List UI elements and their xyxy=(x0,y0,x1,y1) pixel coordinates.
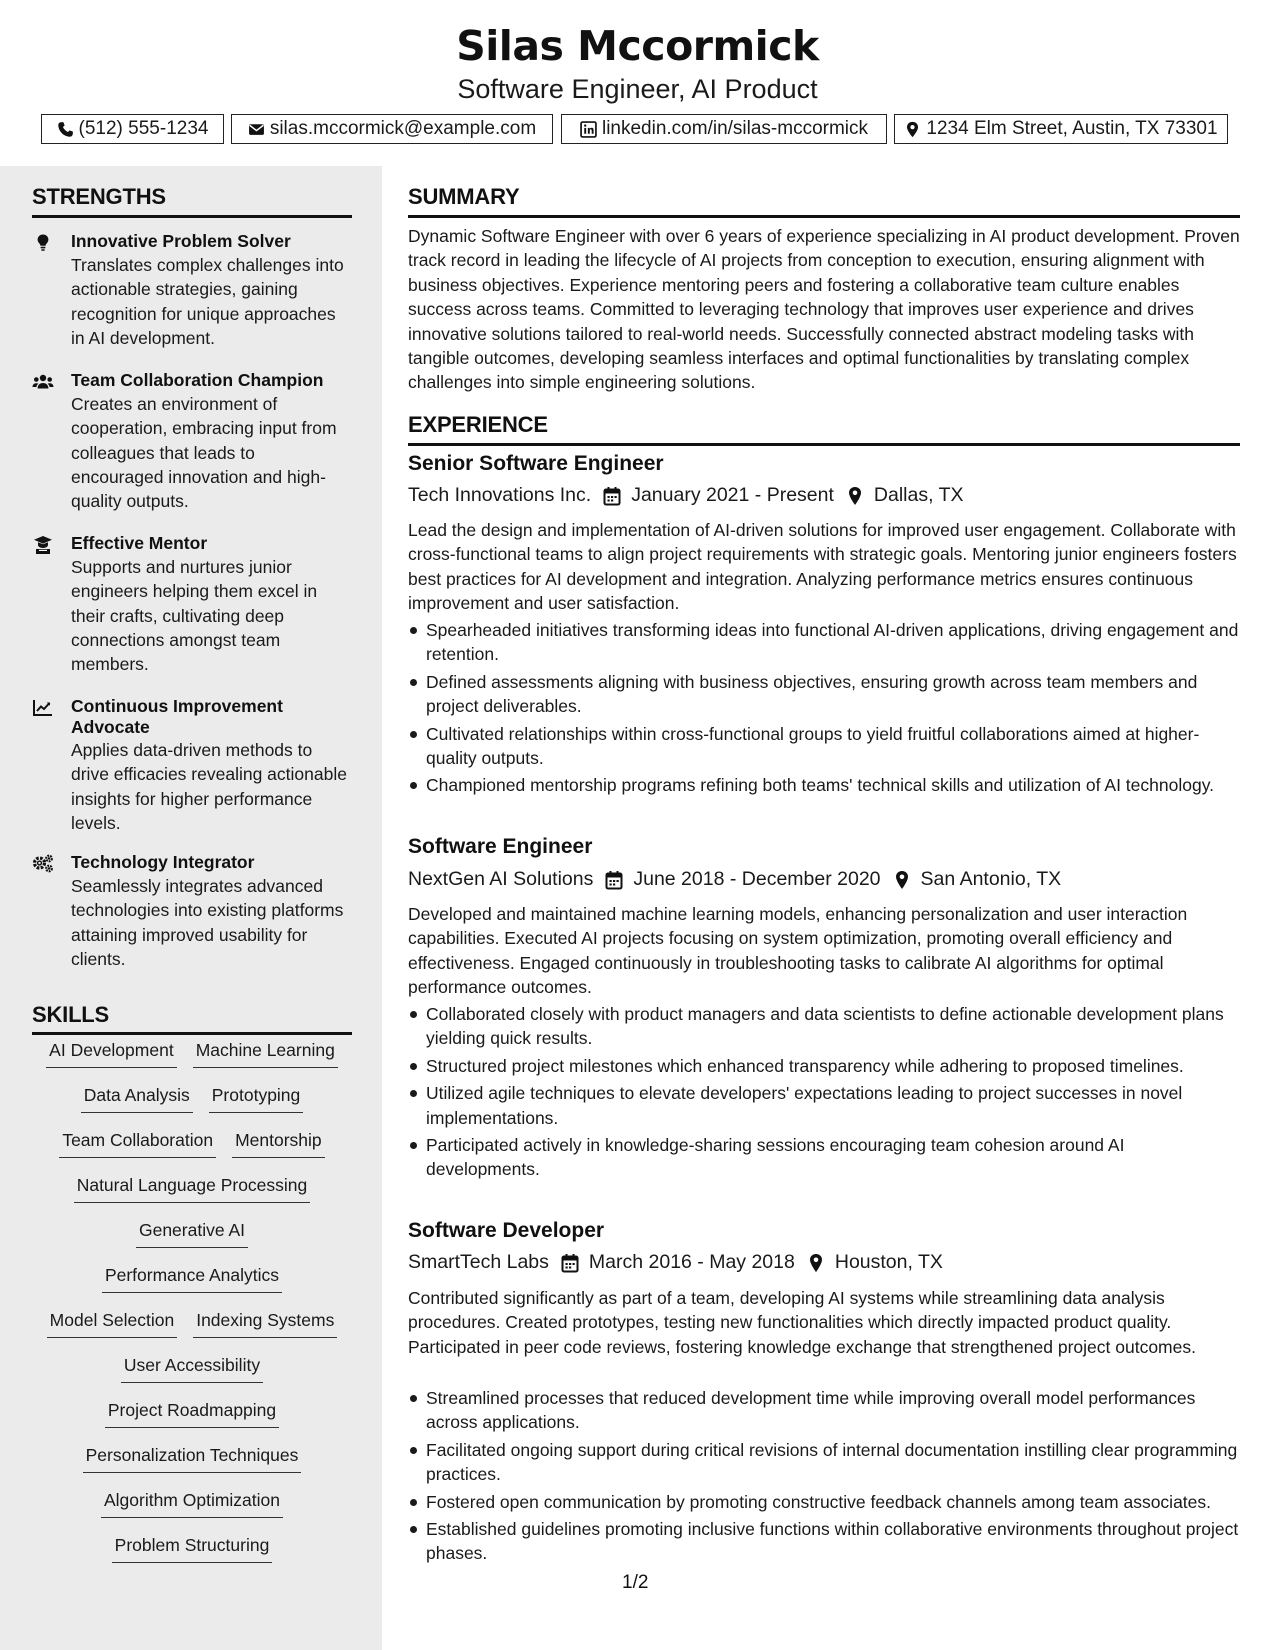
envelope-icon xyxy=(248,121,265,138)
job-title: Software Developer xyxy=(408,1219,605,1242)
list-item: Spearheaded initiatives transforming ideas into functional AI-driven applications, driving engagement and retention. xyxy=(408,618,1240,667)
list-item: Facilitated ongoing support during critical revisions of internal documentation instilling clear programming practices. xyxy=(408,1438,1240,1487)
summary-divider xyxy=(408,215,1240,218)
graduation-cap-icon xyxy=(32,535,54,555)
candidate-title: Software Engineer, AI Product xyxy=(457,74,818,104)
skills-list xyxy=(32,1038,352,1578)
candidate-name: Silas Mccormick xyxy=(456,22,819,70)
job-company: Tech Innovations Inc. xyxy=(408,484,592,506)
strength-desc: Translates complex challenges into actionable strategies, gaining recognition for unique approaches in AI development. xyxy=(71,255,344,348)
list-item: Utilized agile techniques to elevate developers' expectations leading to project successes in novel implementations. xyxy=(408,1081,1240,1130)
strength-title: Effective Mentor xyxy=(71,533,208,553)
lightbulb-icon xyxy=(32,233,54,253)
job-bullets xyxy=(408,1386,1240,1569)
job-meta xyxy=(408,484,964,507)
list-item: Established guidelines promoting inclusive functions within collaborative environments throughout project phases. xyxy=(408,1517,1240,1566)
job-location: Dallas, TX xyxy=(873,484,964,506)
map-pin-icon xyxy=(893,870,911,890)
skill-tag: Personalization Techniques xyxy=(83,1443,302,1473)
strength-title: Technology Integrator xyxy=(71,852,255,872)
job-company: SmartTech Labs xyxy=(408,1251,549,1273)
list-item: Collaborated closely with product managers and data scientists to define actionable development plans yielding quick results. xyxy=(408,1002,1240,1051)
page-number: 1/2 xyxy=(622,1572,649,1593)
map-pin-icon xyxy=(807,1253,825,1273)
skill-tag: Mentorship xyxy=(232,1128,325,1158)
strengths-divider xyxy=(32,215,352,218)
list-item: Participated actively in knowledge-sharing sessions encouraging team cohesion around AI developments. xyxy=(408,1133,1240,1182)
job-location: Houston, TX xyxy=(834,1251,943,1273)
job-dates: March 2016 - May 2018 xyxy=(588,1251,795,1273)
strength-desc: Creates an environment of cooperation, embracing input from colleagues that leads to encouraged innovation and high-quality outputs. xyxy=(71,394,337,512)
contact-email-text: silas.mccormick@example.com xyxy=(269,118,537,139)
gears-icon xyxy=(32,854,54,874)
skill-tag: User Accessibility xyxy=(121,1353,263,1383)
strengths-heading: STRENGTHS xyxy=(32,184,166,209)
calendar-icon xyxy=(561,1253,579,1273)
chart-line-icon xyxy=(32,698,54,718)
job-title: Software Engineer xyxy=(408,835,593,858)
strength-title: Continuous Improvement Advocate xyxy=(71,696,283,737)
skill-tag: Project Roadmapping xyxy=(105,1398,279,1428)
skill-tag: Machine Learning xyxy=(193,1038,338,1068)
list-item: Championed mentorship programs refining both teams' technical skills and utilization of AI technology. xyxy=(408,773,1240,797)
job-location: San Antonio, TX xyxy=(920,868,1062,890)
list-item: Defined assessments aligning with business objectives, ensuring growth across team members and project deliverables. xyxy=(408,670,1240,719)
summary-heading: SUMMARY xyxy=(408,184,520,209)
skills-heading: SKILLS xyxy=(32,1002,110,1027)
strength-desc: Seamlessly integrates advanced technologies into existing platforms attaining improved usability for clients. xyxy=(71,876,344,969)
strength-desc: Applies data-driven methods to drive efficacies revealing actionable insights for higher performance levels. xyxy=(71,740,347,833)
job-description: Developed and maintained machine learning models, enhancing personalization and user interaction capabilities. Executed AI projects focusing on system optimization, promoting overall efficiency and effectiveness. Engaged continuously in troubleshooting tasks to calibrate AI algorithms for optimal performance outcomes. xyxy=(408,904,1188,998)
list-item: Fostered open communication by promoting constructive feedback channels among team associates. xyxy=(408,1490,1240,1514)
summary-text: Dynamic Software Engineer with over 6 years of experience specializing in AI product development. Proven track record in leading the lifecycle of AI projects from conception to execution, ensuring alignment with business objectives. Experience mentoring peers and fostering a collaborative team culture enables success across teams. Committed to leveraging technology that improves user experience and drives innovative solutions tailored to real-world needs. Successfully connected abstract modeling tasks with tangible outcomes, developing seamless interfaces and optimal functionalities by translating complex challenges into simple engineering solutions. xyxy=(408,226,1240,393)
experience-divider xyxy=(408,443,1240,446)
job-meta xyxy=(408,1251,943,1274)
resume-header xyxy=(0,0,1275,160)
contact-linkedin-text: linkedin.com/in/silas-mccormick xyxy=(601,118,869,139)
skill-tag: Data Analysis xyxy=(81,1083,193,1113)
strength-title: Team Collaboration Champion xyxy=(71,370,324,390)
list-item: Streamlined processes that reduced development time while improving overall model performances across applications. xyxy=(408,1386,1240,1435)
strength-title: Innovative Problem Solver xyxy=(71,231,291,251)
skill-tag: Model Selection xyxy=(47,1308,178,1338)
job-company: NextGen AI Solutions xyxy=(408,868,594,890)
experience-heading: EXPERIENCE xyxy=(408,412,548,437)
calendar-icon xyxy=(603,486,621,506)
skill-tag: Natural Language Processing xyxy=(74,1173,311,1203)
calendar-icon xyxy=(605,870,623,890)
skill-tag: Performance Analytics xyxy=(102,1263,282,1293)
contact-address xyxy=(894,114,1228,144)
map-pin-icon xyxy=(846,486,864,506)
skill-tag: Team Collaboration xyxy=(59,1128,216,1158)
skill-tag: AI Development xyxy=(46,1038,177,1068)
phone-icon xyxy=(57,121,74,138)
job-dates: June 2018 - December 2020 xyxy=(633,868,881,890)
skill-tag: Indexing Systems xyxy=(193,1308,337,1338)
map-pin-icon xyxy=(904,121,921,138)
job-description: Contributed significantly as part of a team, developing AI systems while streamlining data analysis procedures. Created prototypes, testing new functionalities which directly impacted product quality. Participated in peer code reviews, fostering knowledge exchange that strengthened project outcomes. xyxy=(408,1288,1196,1357)
list-item: Cultivated relationships within cross-functional groups to yield fruitful collaborations aimed at higher-quality outputs. xyxy=(408,722,1240,771)
job-description: Lead the design and implementation of AI-driven solutions for improved user engagement. Collaborate with cross-functional teams to align project requirements with strategic goals. Mentoring junior engineers fosters best practices for AI development and integration. Analyzing performance metrics ensures continuous improvement and user satisfaction. xyxy=(408,520,1237,614)
job-title: Senior Software Engineer xyxy=(408,452,664,475)
job-bullets xyxy=(408,618,1240,801)
users-icon xyxy=(32,372,54,392)
contact-phone[interactable] xyxy=(41,114,224,144)
skill-tag: Problem Structuring xyxy=(112,1533,273,1563)
contact-email[interactable] xyxy=(231,114,553,144)
job-dates: January 2021 - Present xyxy=(631,484,834,506)
list-item: Structured project milestones which enhanced transparency while adhering to proposed timelines. xyxy=(408,1054,1240,1078)
job-meta xyxy=(408,868,1061,891)
skill-tag: Algorithm Optimization xyxy=(101,1488,283,1518)
skills-divider xyxy=(32,1032,352,1035)
contact-address-text: 1234 Elm Street, Austin, TX 73301 xyxy=(926,118,1218,139)
strength-desc: Supports and nurtures junior engineers helping them excel in their crafts, cultivating deep connections amongst team members. xyxy=(71,557,318,675)
skill-tag: Generative AI xyxy=(136,1218,248,1248)
contact-linkedin[interactable] xyxy=(561,114,887,144)
job-bullets xyxy=(408,1002,1240,1185)
contact-phone-text: (512) 555-1234 xyxy=(78,118,209,139)
linkedin-icon xyxy=(580,121,597,138)
skill-tag: Prototyping xyxy=(209,1083,304,1113)
